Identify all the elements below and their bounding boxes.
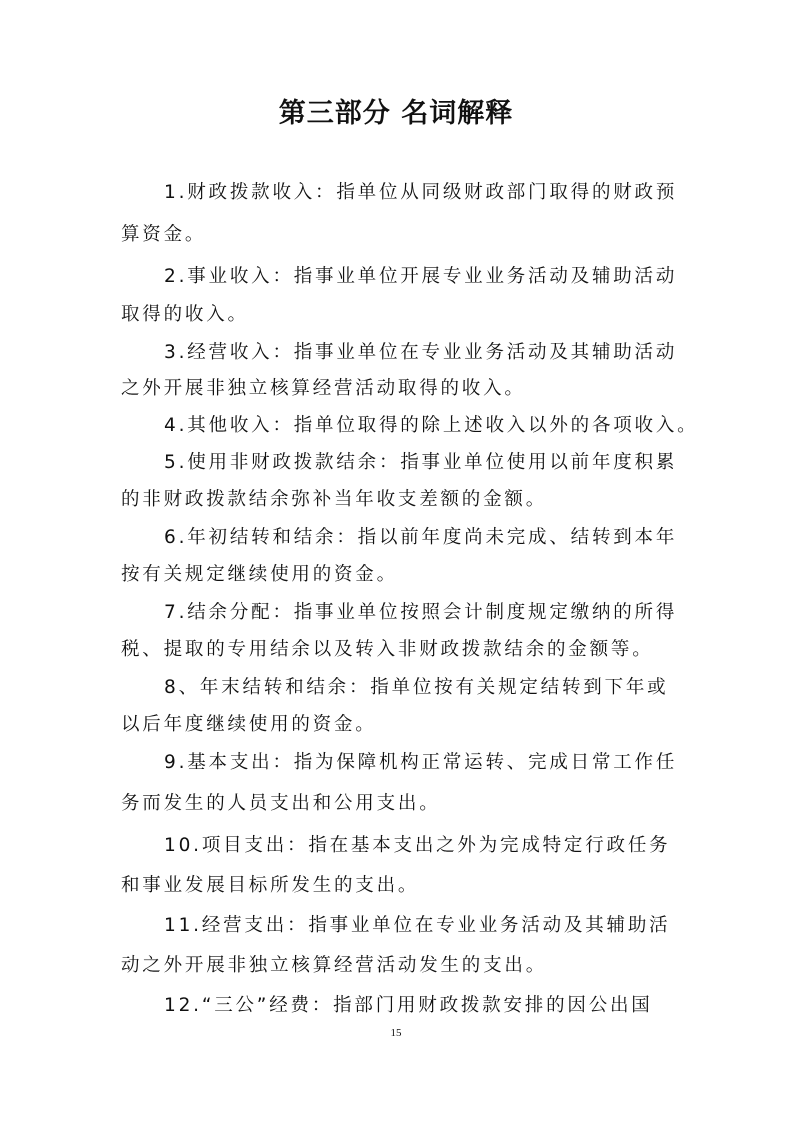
definition-7-line-2: 税、提取的专用结余以及转入非财政拨款结余的金额等。 (121, 639, 654, 660)
definition-10-line-2: 和事业发展目标所发生的支出。 (121, 875, 420, 896)
definition-11-line-2: 动之外开展非独立核算经营活动发生的支出。 (121, 955, 548, 976)
definition-2-line-2: 取得的收入。 (121, 304, 249, 325)
definition-2-line-1: 2.事业收入：指事业单位开展专业业务活动及辅助活动 (164, 266, 678, 287)
definition-9-line-2: 务而发生的人员支出和公用支出。 (121, 793, 441, 814)
definition-12-line-1: 12.“三公”经费：指部门用财政拨款安排的因公出国 (164, 995, 653, 1016)
page-title: 第三部分 名词解释 (278, 98, 514, 129)
definition-10-line-1: 10.项目支出：指在基本支出之外为完成特定行政任务 (164, 835, 671, 856)
definition-6-line-1: 6.年初结转和结余：指以前年度尚未完成、结转到本年 (164, 527, 678, 548)
definition-8-line-2: 以后年度继续使用的资金。 (121, 714, 377, 735)
definition-8-line-1: 8、年末结转和结余：指单位按有关规定结转到下年或 (164, 677, 669, 698)
definition-7-line-1: 7.结余分配：指事业单位按照会计制度规定缴纳的所得 (164, 602, 678, 623)
definition-5-line-2: 的非财政拨款结余弥补当年收支差额的金额。 (121, 489, 548, 510)
definition-3-line-2: 之外开展非独立核算经营活动取得的收入。 (121, 378, 526, 399)
definition-4-line-1: 4.其他收入：指单位取得的除上述收入以外的各项收入。 (164, 415, 699, 436)
definition-1-line-2: 算资金。 (121, 224, 207, 245)
definition-3-line-1: 3.经营收入：指事业单位在专业业务活动及其辅助活动 (164, 342, 678, 363)
definition-11-line-1: 11.经营支出：指事业单位在专业业务活动及其辅助活 (164, 915, 671, 936)
definition-6-line-2: 按有关规定继续使用的资金。 (121, 564, 398, 585)
definition-5-line-1: 5.使用非财政拨款结余：指事业单位使用以前年度积累 (164, 452, 678, 473)
definition-1-line-1: 1.财政拨款收入：指单位从同级财政部门取得的财政预 (164, 182, 678, 203)
definition-9-line-1: 9.基本支出：指为保障机构正常运转、完成日常工作任 (164, 752, 678, 773)
page-number: 15 (390, 1027, 402, 1039)
